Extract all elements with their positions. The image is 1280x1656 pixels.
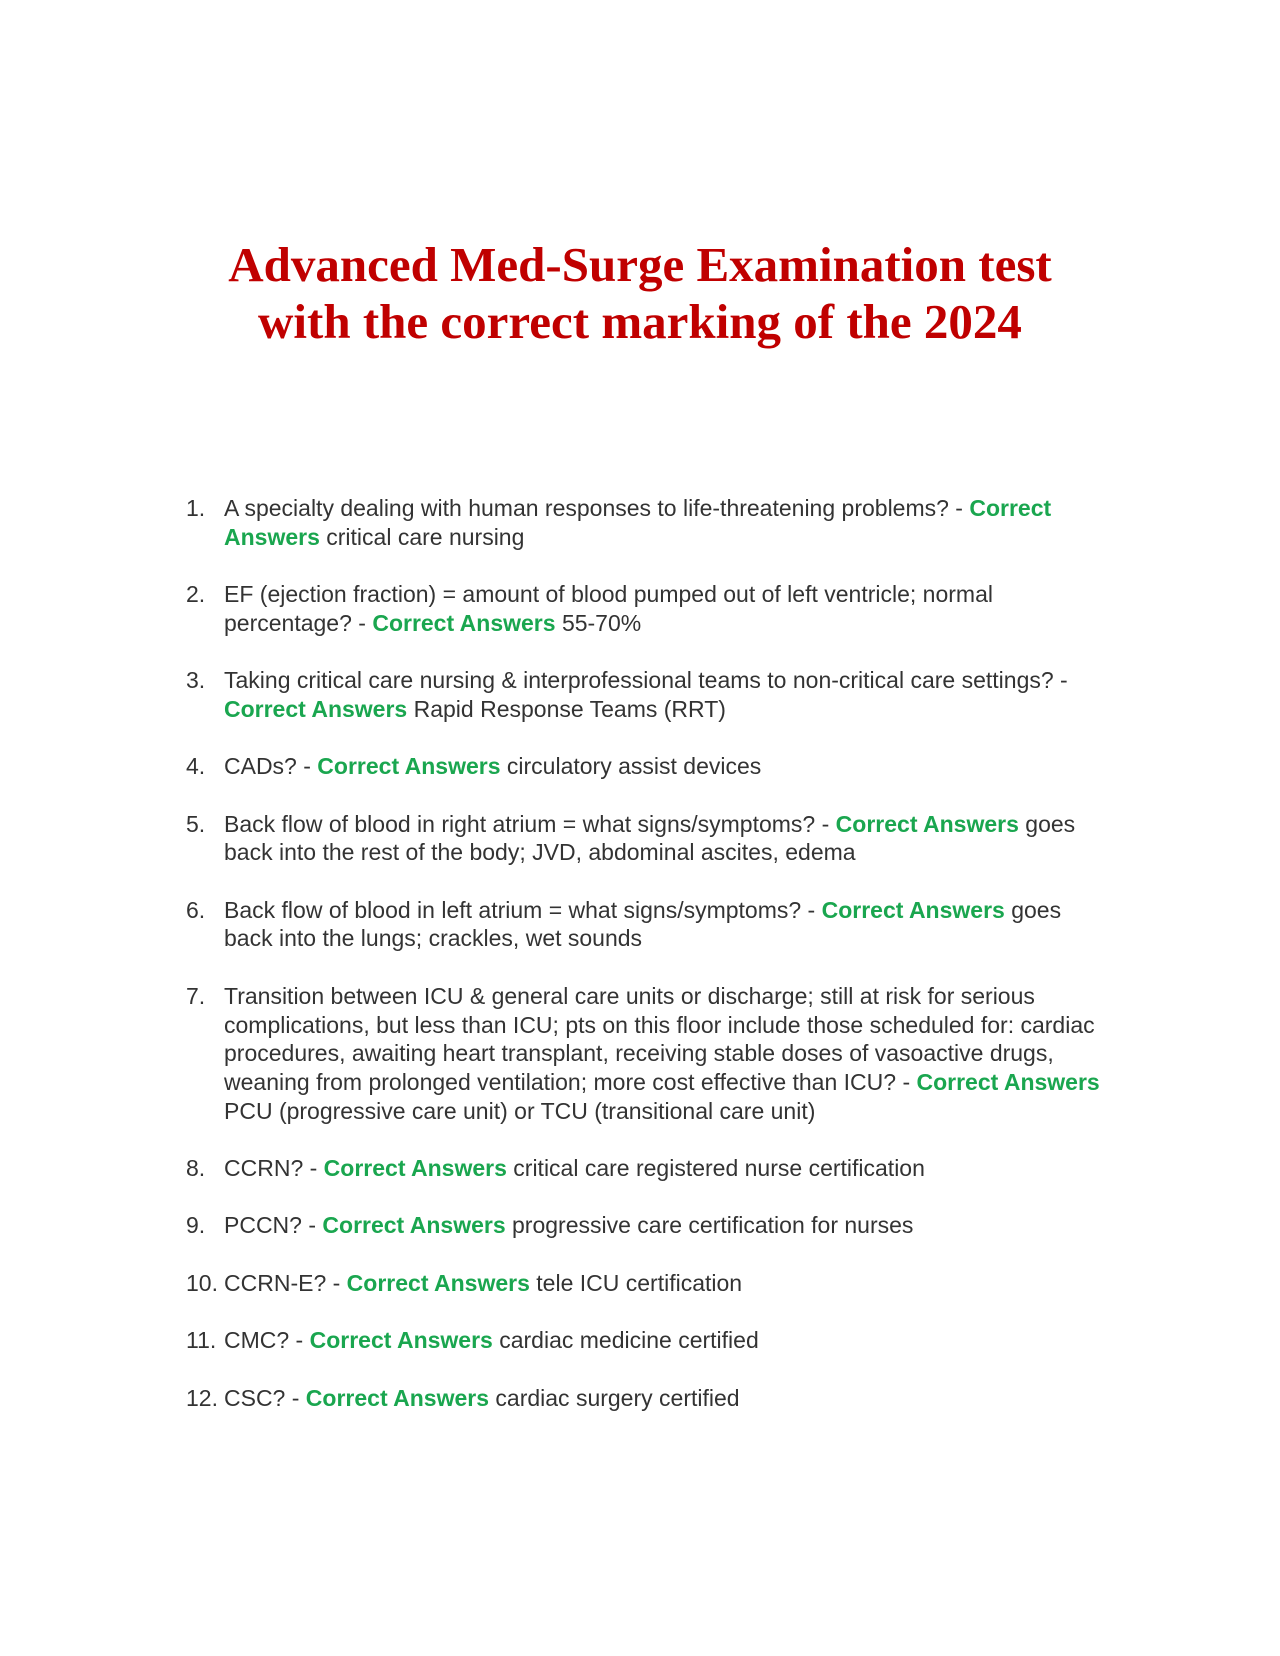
question-number: 5.	[186, 810, 206, 837]
question-number: 8.	[186, 1155, 206, 1182]
correct-answers-label: Correct Answers	[835, 810, 1026, 837]
question-number: 4.	[186, 753, 206, 780]
question-text: Transition between ICU & general care units or discharge; still at risk for serious complications, but less than ICU; pts on this floor include those scheduled for: cardiac procedures, awaiting heart transplant, receiving stable doses of vasoactive drugs, weaning from prolonged ventilation; more cost effective than ICU? -	[224, 982, 1095, 1095]
question-text: PCCN? -	[224, 1212, 323, 1239]
answer-text: critical care nursing	[326, 523, 525, 550]
correct-answers-label: Correct Answers	[317, 753, 507, 780]
question-item	[182, 666, 1112, 723]
correct-answers-label: Correct Answers	[309, 1327, 500, 1354]
correct-answers-label: Correct Answers	[346, 1269, 537, 1296]
answer-text: circulatory assist devices	[506, 753, 762, 780]
question-item	[182, 1326, 1112, 1355]
correct-answers-label: Correct Answers	[322, 1212, 513, 1239]
question-text: Back flow of blood in left atrium = what signs/symptoms? -	[224, 896, 822, 923]
question-number: 10.	[186, 1269, 218, 1296]
question-number: 9.	[186, 1212, 206, 1239]
question-number: 3.	[186, 667, 206, 694]
question-text: CADs? -	[224, 753, 318, 780]
correct-answers-label: Correct Answers	[224, 695, 414, 722]
question-list	[182, 494, 1112, 1441]
question-item	[182, 494, 1112, 551]
question-number: 6.	[186, 896, 206, 923]
answer-text: progressive care certification for nurses	[512, 1212, 914, 1239]
question-item	[182, 1269, 1112, 1298]
question-number: 12.	[186, 1384, 218, 1411]
question-number: 7.	[186, 982, 206, 1009]
answer-text: tele ICU certification	[536, 1269, 743, 1296]
question-text: CCRN-E? -	[224, 1269, 347, 1296]
question-item	[182, 580, 1112, 637]
answer-text: goes back into the lungs; crackles, wet sounds	[224, 896, 1062, 952]
question-text: CMC? -	[224, 1327, 310, 1354]
correct-answers-label: Correct Answers	[916, 1068, 1100, 1095]
title-line-2: with the correct marking of the 2024	[258, 294, 1022, 349]
answer-text: critical care registered nurse certification	[513, 1155, 925, 1182]
question-number: 1.	[186, 495, 206, 521]
question-text: EF (ejection fraction) = amount of blood pumped out of left ventricle; normal percentage? -	[224, 581, 993, 636]
question-item	[182, 752, 1112, 781]
question-item	[182, 1154, 1112, 1183]
question-text: CCRN? -	[224, 1155, 324, 1182]
answer-text: goes back into the rest of the body; JVD, abdominal ascites, edema	[224, 810, 1076, 866]
title-line-1: Advanced Med-Surge Examination test	[228, 237, 1052, 292]
correct-answers-label: Correct Answers	[224, 495, 1052, 550]
answer-text: 55-70%	[561, 609, 642, 636]
question-item	[182, 1384, 1112, 1413]
correct-answers-label: Correct Answers	[323, 1155, 514, 1182]
correct-answers-label: Correct Answers	[821, 896, 1012, 923]
question-text: Taking critical care nursing & interprofessional teams to non-critical care settings? -	[224, 667, 1068, 694]
question-text: A specialty dealing with human responses to life-threatening problems? -	[224, 495, 970, 521]
question-item	[182, 896, 1112, 953]
answer-text: PCU (progressive care unit) or TCU (transitional care unit)	[224, 1097, 816, 1124]
question-item	[182, 982, 1112, 1126]
correct-answers-label: Correct Answers	[305, 1384, 496, 1411]
question-text: CSC? -	[224, 1384, 306, 1411]
question-number: 2.	[186, 581, 206, 608]
document-title	[150, 236, 1130, 350]
question-item	[182, 810, 1112, 867]
answer-text: cardiac medicine certified	[499, 1327, 759, 1354]
question-item	[182, 1211, 1112, 1240]
question-number: 11.	[186, 1327, 217, 1354]
question-text: Back flow of blood in right atrium = what signs/symptoms? -	[224, 810, 836, 837]
correct-answers-label: Correct Answers	[372, 609, 562, 636]
answer-text: cardiac surgery certified	[495, 1384, 740, 1411]
answer-text: Rapid Response Teams (RRT)	[413, 695, 726, 722]
